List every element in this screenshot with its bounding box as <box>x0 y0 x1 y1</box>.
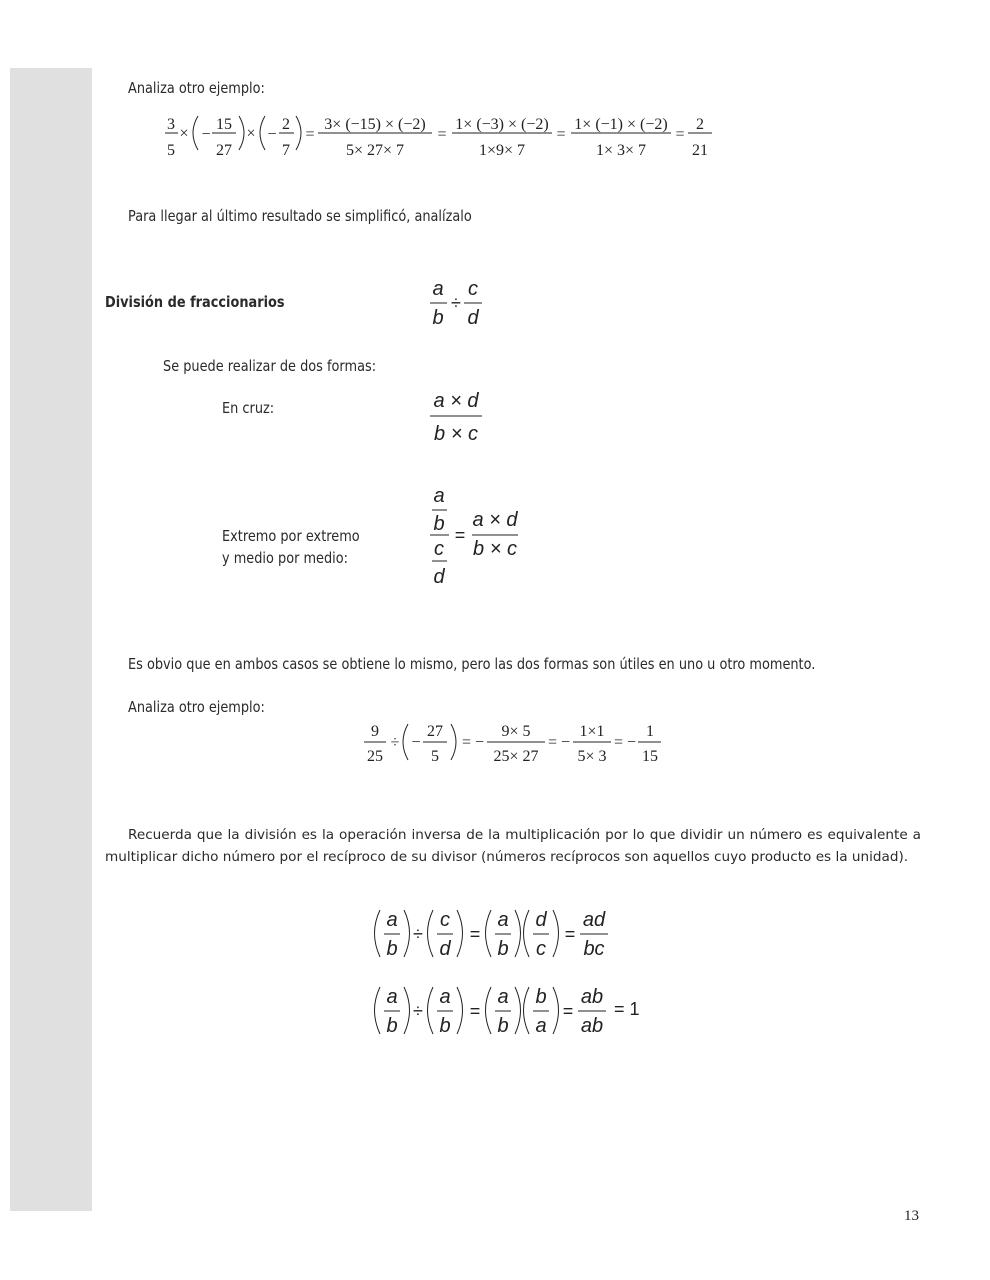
svg-text:7: 7 <box>282 142 290 159</box>
svg-text:b: b <box>386 1015 398 1037</box>
svg-text:21: 21 <box>692 142 708 159</box>
svg-text:×: × <box>179 125 189 142</box>
intro-text-1: Analiza otro ejemplo: <box>128 79 265 97</box>
svg-text:bc: bc <box>583 938 605 960</box>
svg-text:÷: ÷ <box>413 924 423 944</box>
svg-text:a: a <box>497 909 509 931</box>
svg-text:−: − <box>201 126 211 143</box>
svg-text:9× 5: 9× 5 <box>501 723 531 740</box>
svg-text:3: 3 <box>167 116 175 133</box>
svg-text:c: c <box>536 938 546 960</box>
svg-text:1×9× 7: 1×9× 7 <box>478 142 526 159</box>
svg-text:=: = <box>305 126 315 143</box>
svg-text:b: b <box>386 938 398 960</box>
svg-text:2: 2 <box>282 116 290 133</box>
svg-text:= −: = − <box>461 734 485 751</box>
extremo-label-line2: y medio por medio: <box>222 549 349 567</box>
svg-text:a: a <box>439 986 451 1008</box>
reciprocal-paragraph-text: Recuerda que la división es la operación inversa de la multiplicación por lo que dividir un número es equivalente a multiplicar dicho número por el recíproco de su divisor (números recíprocos son aquellos cuyo producto es la unidad). <box>105 827 921 865</box>
svg-text:3× (−15) × (−2): 3× (−15) × (−2) <box>324 116 426 133</box>
svg-text:2: 2 <box>696 116 704 133</box>
svg-text:a: a <box>386 909 398 931</box>
svg-text:a: a <box>433 485 445 507</box>
svg-text:d: d <box>535 909 547 931</box>
svg-text:÷: ÷ <box>413 1001 423 1021</box>
en-cruz-label: En cruz: <box>222 399 275 417</box>
svg-text:= 1: = 1 <box>614 999 640 1019</box>
svg-text:=: = <box>556 126 566 143</box>
svg-text:15: 15 <box>642 748 658 765</box>
svg-text:b: b <box>497 1015 509 1037</box>
section-title: División de fraccionarios <box>105 293 285 311</box>
svg-text:1: 1 <box>646 723 654 740</box>
svg-text:5× 3: 5× 3 <box>577 748 607 765</box>
svg-text:27: 27 <box>427 723 443 740</box>
svg-text:b × c: b × c <box>473 538 517 560</box>
svg-text:c: c <box>440 909 450 931</box>
page-number: 13 <box>904 1208 919 1224</box>
svg-text:×: × <box>246 125 256 142</box>
svg-text:ab: ab <box>580 1015 604 1037</box>
svg-text:c: c <box>434 538 444 560</box>
svg-text:5: 5 <box>431 748 439 765</box>
svg-text:9: 9 <box>371 723 379 740</box>
svg-text:15: 15 <box>216 116 232 133</box>
svg-text:d: d <box>467 307 479 329</box>
svg-text:d: d <box>439 938 451 960</box>
svg-text:b: b <box>535 986 547 1008</box>
svg-text:d: d <box>433 566 445 588</box>
svg-text:−: − <box>267 126 277 143</box>
svg-text:27: 27 <box>216 142 232 159</box>
svg-text:b × c: b × c <box>434 423 478 445</box>
svg-text:b: b <box>439 1015 451 1037</box>
simplification-note: Para llegar al último resultado se simplificó, analízalo <box>128 207 472 225</box>
extremo-label-line1: Extremo por extremo <box>222 527 360 545</box>
svg-text:1× (−1) × (−2): 1× (−1) × (−2) <box>574 116 668 133</box>
svg-text:a: a <box>386 986 398 1008</box>
svg-text:=: = <box>469 924 481 944</box>
cross-method-formula <box>433 390 479 445</box>
svg-text:a × d: a × d <box>472 509 518 531</box>
svg-text:1× (−3) × (−2): 1× (−3) × (−2) <box>455 116 549 133</box>
svg-text:=: = <box>562 1001 574 1021</box>
observation-text: Es obvio que en ambos casos se obtiene lo mismo, pero las dos formas son útiles en uno u otro momento. <box>128 655 816 673</box>
svg-text:= −: = − <box>613 734 637 751</box>
svg-text:ad: ad <box>582 909 606 931</box>
svg-text:=: = <box>454 525 466 545</box>
svg-text:=: = <box>675 126 685 143</box>
svg-text:a: a <box>497 986 509 1008</box>
svg-text:= −: = − <box>547 734 571 751</box>
svg-text:=: = <box>437 126 447 143</box>
svg-text:=: = <box>469 1001 481 1021</box>
svg-text:25× 27: 25× 27 <box>493 748 539 765</box>
svg-text:1×1: 1×1 <box>579 723 605 740</box>
svg-text:=: = <box>564 924 576 944</box>
svg-text:5: 5 <box>167 142 175 159</box>
svg-text:a: a <box>535 1015 547 1037</box>
svg-text:a: a <box>432 278 444 300</box>
svg-text:b: b <box>433 513 445 535</box>
svg-text:÷: ÷ <box>390 734 400 751</box>
svg-text:b: b <box>432 307 444 329</box>
svg-text:1× 3× 7: 1× 3× 7 <box>595 142 647 159</box>
svg-text:a × d: a × d <box>433 390 479 412</box>
svg-text:25: 25 <box>367 748 383 765</box>
svg-text:−: − <box>411 734 421 751</box>
two-methods-text: Se puede realizar de dos formas: <box>163 357 377 375</box>
svg-text:ab: ab <box>580 986 604 1008</box>
extremes-means-formula <box>433 485 518 588</box>
svg-text:÷: ÷ <box>451 293 461 313</box>
svg-text:5× 27× 7: 5× 27× 7 <box>345 142 405 159</box>
example-1-equation <box>167 116 708 159</box>
svg-text:c: c <box>468 278 478 300</box>
intro-text-2: Analiza otro ejemplo: <box>128 698 265 716</box>
example-2-equation <box>367 723 658 765</box>
svg-text:b: b <box>497 938 509 960</box>
